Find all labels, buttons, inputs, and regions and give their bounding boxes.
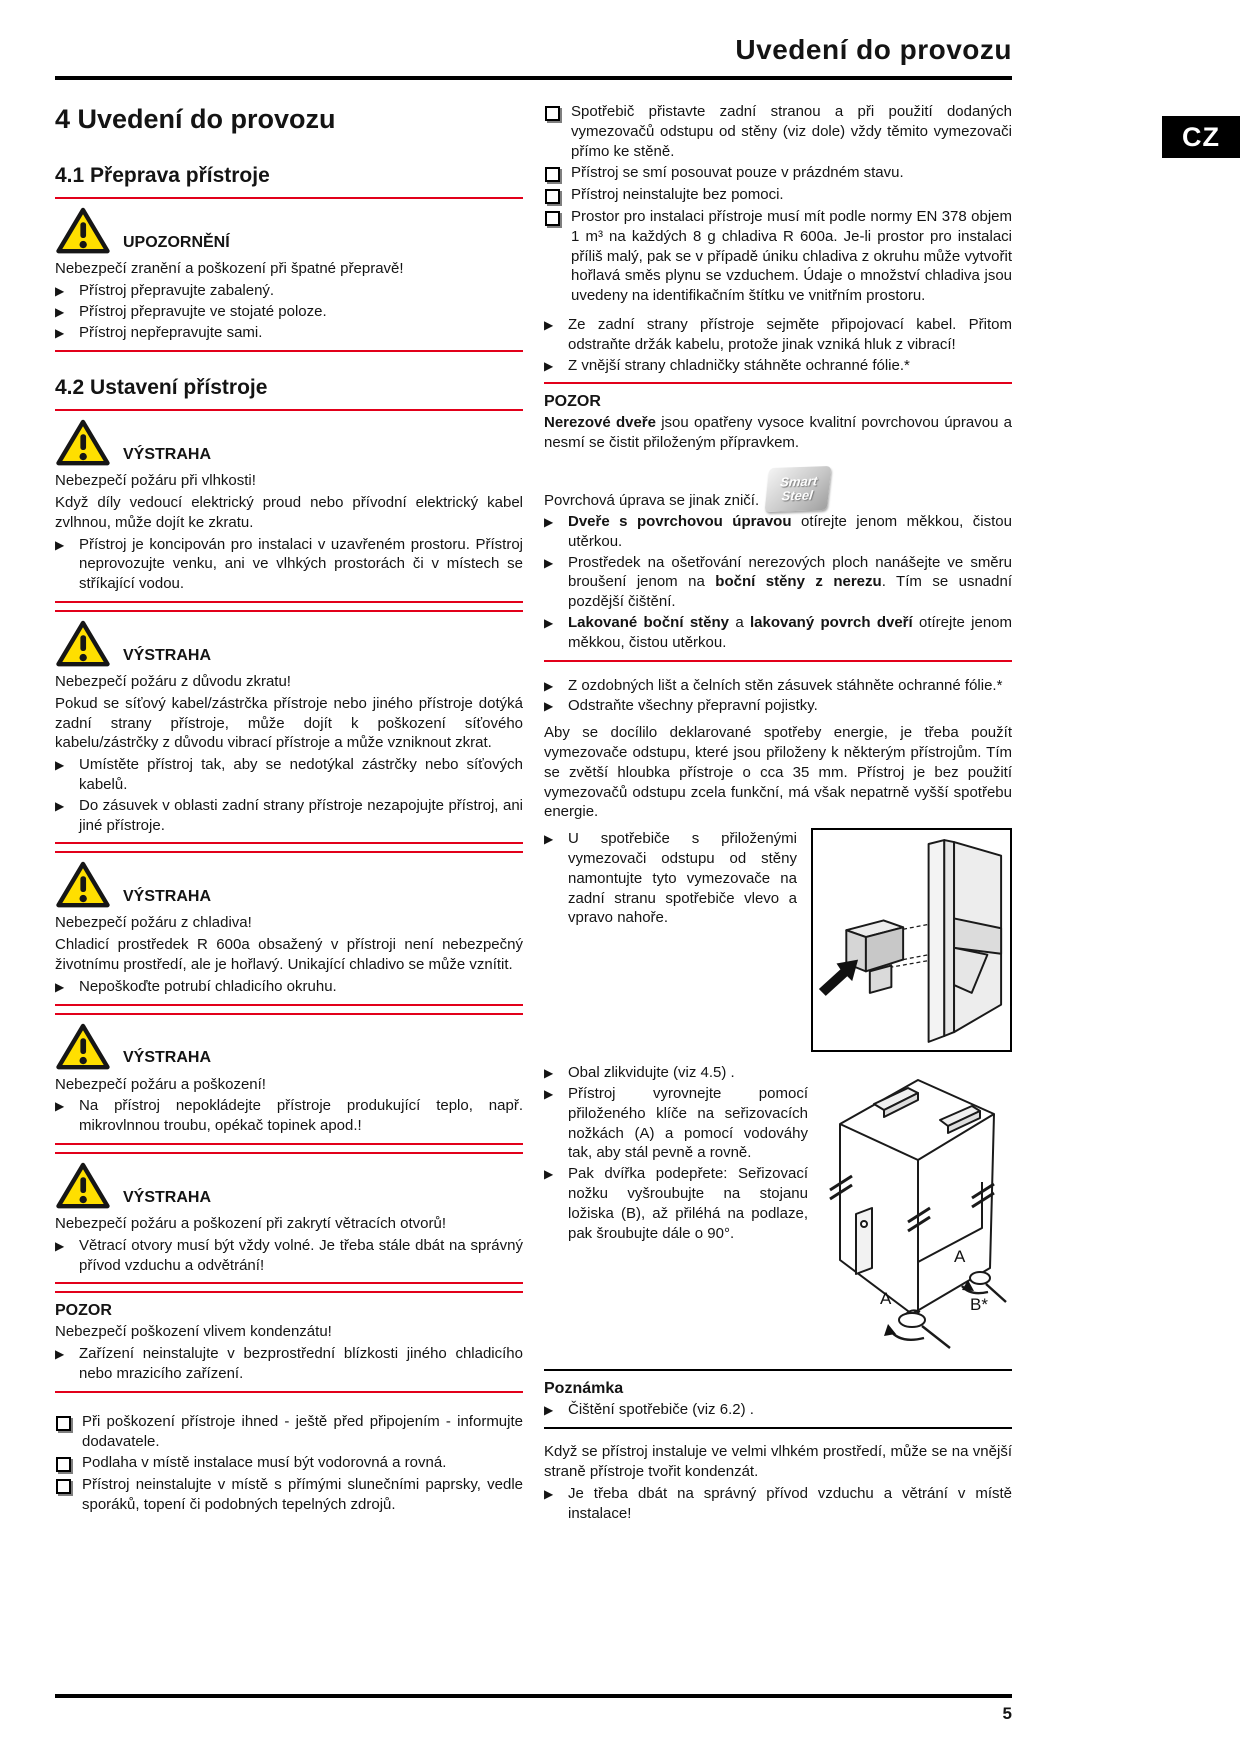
checklist-item: Spotřebič přistavte zadní stranou a při použití dodaných vymezovačů odstupu od stěny (viz dole) vždy těmito vymezovači přímo ke stěně. [544,102,1012,161]
instruction-item: ▶ Dveře s povrchovou úpravou otírejte jenom měkkou, čistou utěrkou. [544,512,1012,552]
warning-lead: Nebezpečí požáru z důvodu zkratu! [55,673,291,691]
rule-red [55,1391,523,1393]
surface-note: Povrchová úprava se jinak zničí. [544,492,760,510]
warning-label: VÝSTRAHA [123,1188,212,1206]
page-header-title: Uvedení do provozu [735,34,1012,65]
energy-paragraph: Aby se docílilo deklarované spotřeby energie, je třeba použít vymezovače odstupu, které jsou přiloženy k některým přístrojům. Tím se zvětší hloubka přístroje o cca 35 mm. Přístroj je bez použití vymezovačů odstupu zcela funkční, má však nepatrně vyšší spotřebu energie. [544,724,1012,821]
warning-box-ventilation [55,1152,523,1284]
rule-red [544,382,1012,384]
surface-note-row [544,467,1012,511]
caution-label: POZOR [55,1302,112,1320]
instruction-item: ▶ Přístroj přepravujte ve stojaté poloze. [55,302,523,322]
instruction-item: ▶ Přístroj nepřepravujte sami. [55,323,523,343]
warning-body: Chladicí prostředek R 600a obsažený v přístroji není nebezpečný životnímu prostředí, ale je hořlavý. Unikající chladivo se může vznítit. [55,936,523,973]
checklist-item: Prostor pro instalaci přístroje musí mít podle normy EN 378 objem 1 m³ na každých 8 g chladiva R 600a. Je-li prostor pro instalaci příliš malý, pak se v případě úniku chladiva z okruhu může vytvořit hořlavá směs plynu se vzduchem. Údaje o množství chladiva jsou uvedeny na identifikačním štítku ve vnitřním prostoru. [544,207,1012,306]
right-column [544,86,1012,1524]
warning-box-refrigerant [55,851,523,1005]
warning-lead: Nebezpečí zranění a poškození při špatné přepravě! [55,260,404,278]
warning-lead: Nebezpečí požáru a poškození! [55,1075,266,1093]
warning-triangle-icon [55,206,111,256]
warning-triangle-icon [55,1022,111,1072]
checklist-item: Podlaha v místě instalace musí být vodorovná a rovná. [55,1453,523,1473]
warning-label: VÝSTRAHA [123,446,212,464]
svg-text:A: A [880,1289,892,1309]
warning-box-humidity [55,409,523,603]
warning-label: UPOZORNĚNÍ [123,234,230,252]
warning-triangle-icon [55,1161,111,1211]
rule-black [544,1427,1012,1429]
section-heading-4-2: 4.2 Ustavení přístroje [55,375,268,399]
warning-box-heat [55,1013,523,1145]
warning-lead: Nebezpečí požáru a poškození při zakrytí větracích otvorů! [55,1214,447,1232]
instruction-item: ▶ Z vnější strany chladničky stáhněte ochranné fólie.* [544,356,1012,376]
instruction-item: ▶ Pak dvířka podepřete: Seřizovací nožku vyšroubujte na stojanu ložiska (B), až přiléhá na podlaze, pak šroubujte dále o 90°. [544,1164,808,1243]
warning-triangle-icon [55,619,111,669]
warning-label: VÝSTRAHA [123,646,212,664]
rule-red [55,610,523,612]
rule-red [55,1004,523,1006]
warning-lead: Nebezpečí požáru z chladiva! [55,914,252,932]
rule-red [55,601,523,603]
instruction-item: ▶ Větrací otvory musí být vždy volné. Je třeba stále dbát na správný přívod vzduchu a odvětrání! [55,1236,523,1276]
warning-lead: Nebezpečí požáru při vlhkosti! [55,472,256,490]
rule-black [544,1369,1012,1371]
checklist-item: Přístroj neinstalujte v místě s přímými slunečními paprsky, vedle sporáků, topení či podobných tepelných zdrojů. [55,1475,523,1515]
warning-triangle-icon [55,418,111,468]
rule-red [544,660,1012,662]
rule-red [55,1152,523,1154]
page-number: 5 [1002,1704,1012,1723]
warning-box-short-circuit [55,610,523,844]
instruction-item: ▶ U spotřebiče s přiloženými vymezovači odstupu od stěny namontujte tyto vymezovače na zadní stranu spotřebiče vlevo a vpravo nahoře. [544,829,797,928]
rule-red [55,851,523,853]
checklist-item: Při poškození přístroje ihned - ještě před připojením - informujte dodavatele. [55,1412,523,1452]
instruction-item: ▶ Ze zadní strany přístroje sejměte připojovací kabel. Přitom odstraňte držák kabelu, protože jinak vzniká hluk z vibrací! [544,315,1012,355]
warning-body: Pokud se síťový kabel/zástrčka přístroje nebo jiného přístroje dotýká zadní strany přístroje, může dojít k poškození síťového kabelu/zástrčky z důvodu vibrací přístroje a může vzniknout zkrat. [55,694,523,752]
instruction-item: ▶ Obal zlikvidujte (viz 4.5) . [544,1063,808,1083]
footer-rule [55,1694,1012,1698]
rule-red [55,197,523,199]
instruction-item: ▶ Umístěte přístroj tak, aby se nedotýkal zástrčky nebo síťových kabelů. [55,755,523,795]
instruction-item: ▶ Je třeba dbát na správný přívod vzduchu a větrání v místě instalace! [544,1484,1012,1524]
svg-text:A: A [954,1247,966,1267]
instruction-item: ▶ Čištění spotřebiče (viz 6.2) . [544,1400,1012,1420]
caution-box-condensate [55,1291,523,1393]
instruction-item: ▶ Odstraňte všechny přepravní pojistky. [544,696,1012,716]
rule-red [55,842,523,844]
figure-leveling-feet [822,1062,1012,1362]
instruction-item: ▶ Z ozdobných lišt a čelních stěn zásuvek stáhněte ochranné fólie.* [544,676,1012,696]
language-badge: CZ [1162,116,1240,158]
instruction-item: ▶ Zařízení neinstalujte v bezprostřední blízkosti jiného chladicího nebo mrazicího zařízení. [55,1344,523,1384]
warning-body: Když díly vedoucí elektrický proud nebo přívodní elektrický kabel zvlhnou, může dojít ke zkratu. [55,494,523,531]
rule-red [55,1282,523,1284]
svg-text:B*: B* [970,1295,988,1315]
instruction-item: ▶ Přístroj je koncipován pro instalaci v uzavřeném prostoru. Přístroj neprovozujte venku, ani ve vlhkých prostorách či v místech se stříkající vodou. [55,535,523,594]
figure-wall-spacer [811,828,1012,1052]
rule-red [55,409,523,411]
instruction-item: ▶ Přístroj vyrovnejte pomocí přiloženého klíče na seřizovacích nožkách (A) a pomocí vodováhy tak, aby stál pevně a rovně. [544,1084,808,1163]
instruction-item: ▶ Do zásuvek v oblasti zadní strany přístroje nezapojujte přístroj, ani jiné přístroje. [55,796,523,836]
note-box [544,1369,1012,1429]
caution-lead: Nebezpečí poškození vlivem kondenzátu! [55,1323,332,1341]
checklist-item: Přístroj neinstalujte bez pomoci. [544,185,1012,205]
instruction-item: ▶ Prostředek na ošetřování nerezových ploch nanášejte ve směru broušení jenom na boční stěny z nerezu. Tím se usnadní pozdější čištění. [544,553,1012,612]
condensate-paragraph: Když se přístroj instaluje ve velmi vlhkém prostředí, může se na vnější straně přístroje tvořit kondenzát. [544,1443,1012,1480]
rule-red [55,1143,523,1145]
caution-box-stainless [544,382,1012,661]
caution-label: POZOR [544,393,601,411]
instruction-item: ▶ Nepoškoďte potrubí chladicího okruhu. [55,977,523,997]
rule-red [55,350,523,352]
warning-triangle-icon [55,860,111,910]
instruction-item: ▶ Lakované boční stěny a lakovaný povrch dveří otírejte jenom měkkou, čistou utěrkou. [544,613,1012,653]
smartsteel-logo: Smart Steel [765,466,832,512]
instruction-item: ▶ Přístroj přepravujte zabalený. [55,281,523,301]
instruction-item: ▶ Na přístroj nepokládejte přístroje produkující teplo, např. mikrovlnnou troubu, opékač topinek apod.! [55,1096,523,1136]
rule-red [55,1291,523,1293]
note-label: Poznámka [544,1380,624,1398]
header-rule [55,76,1012,80]
warning-label: VÝSTRAHA [123,1049,212,1067]
section-heading-4-1: 4.1 Přeprava přístroje [55,163,270,187]
chapter-heading: 4 Uvedení do provozu [55,104,336,134]
warning-box-transport [55,197,523,351]
rule-red [55,1013,523,1015]
caution-body: Nerezové dveře jsou opatřeny vysoce kvalitní povrchovou úpravou a nesmí se čistit přiloženým přípravkem. [544,414,1012,452]
checklist-item: Přístroj se smí posouvat pouze v prázdném stavu. [544,163,1012,183]
left-column [55,86,523,1524]
warning-label: VÝSTRAHA [123,888,212,906]
